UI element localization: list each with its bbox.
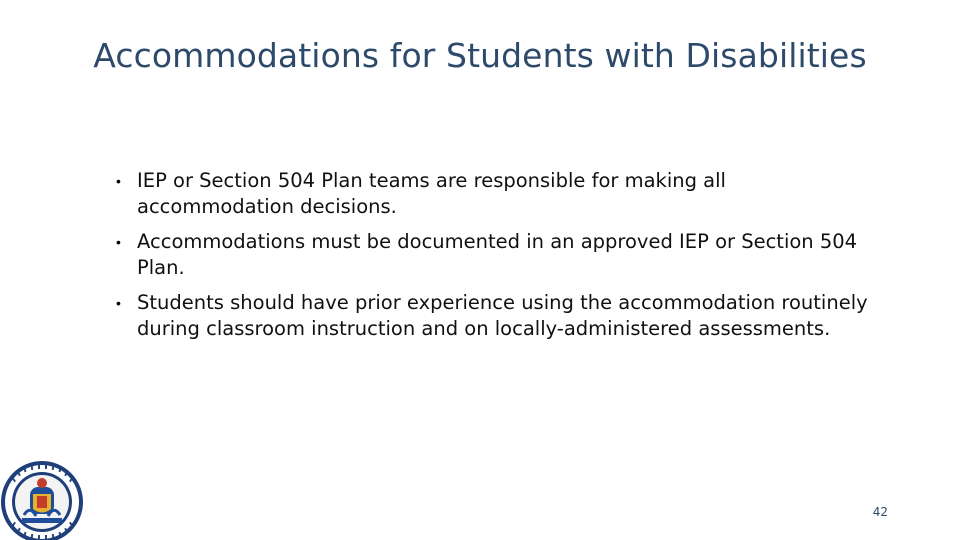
bullet-item: [82, 290, 882, 342]
bullet-item: [82, 168, 882, 220]
bullet-marker: •: [116, 234, 121, 250]
page-number: 42: [872, 505, 888, 519]
state-seal-icon: [0, 460, 84, 540]
bullet-item: [82, 229, 882, 281]
bullet-text: IEP or Section 504 Plan teams are responsible for making all accommodation decisions.: [137, 169, 726, 218]
bullet-marker: •: [116, 295, 121, 311]
bullet-marker: •: [116, 173, 121, 189]
bullet-list: [82, 168, 882, 351]
bullet-text: Students should have prior experience using the accommodation routinely during classroom instruction and on locally-administered assessments.: [137, 291, 868, 340]
bullet-text: Accommodations must be documented in an approved IEP or Section 504 Plan.: [137, 230, 858, 279]
slide-title: Accommodations for Students with Disabilities: [93, 36, 867, 75]
